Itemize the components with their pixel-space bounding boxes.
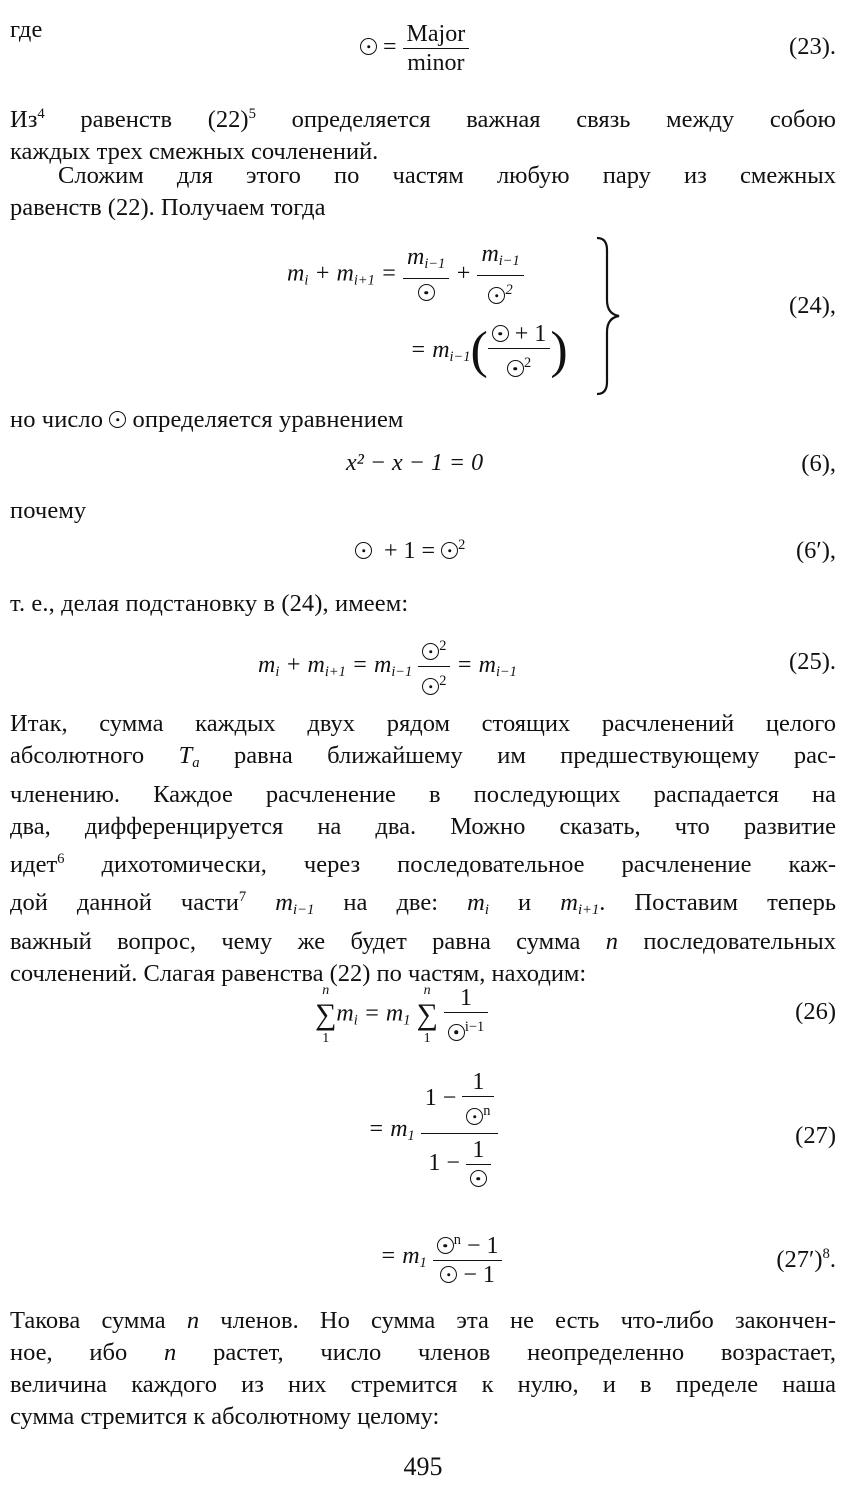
paragraph-3: Итак, сумма каждых двух рядом стоящих расчленений целого абсолютного $T_a$ равна ближайшему им предшествующему рас- членению. Каждое расчленение в последующих распадается на два, дифференцируется на два. Можно сказать, что развитие идет$^6$ дихотомически, через последовательное расчленение каж- дой данной части$^7$ $m_{i-1}$ на две: $m_i$ и $m_{i+1}$. Поставим теперь важный вопрос, чему же будет равна сумма n последовательных сочленений. Слагая равенства (22) по частям, находим: xyxy=(10,710,837,987)
right-brace xyxy=(595,236,625,396)
odot-symbol xyxy=(360,38,377,55)
page-number: 495 xyxy=(403,1452,443,1481)
equation-24-line2: = $m_{i-1}$( $\frac{+ 1}{^2}$ ) xyxy=(410,321,568,380)
paragraph-4: Такова сумма n членов. Но сумма эта не есть что-либо закончен- ное, ибо n растет, число членов неопределенно возрастает, величина каждого из них стремится к нулю, и в пределе наша сумма стремится к абсолютному целому: xyxy=(10,1307,837,1430)
eq-number-25: (25). xyxy=(789,648,836,675)
line-te: т. е., делая подстановку в (24), имеем: xyxy=(10,590,409,617)
equation-25: $m_i + m_{i+1} = m_{i-1}$ $\frac{^2}{^2}$ = $m_{i-1}$ xyxy=(258,632,517,701)
eq-number-6-prime: (6′), xyxy=(795,537,836,564)
eq-number-27: (27) xyxy=(795,1122,836,1149)
eq-number-23: (23). xyxy=(789,33,836,60)
eq-number-6: (6), xyxy=(801,450,836,477)
equation-6: x² − x − 1 = 0 xyxy=(346,450,484,476)
word-pochemu: почему xyxy=(10,497,87,524)
equation-27-prime: = $m_1$ $\frac{^n - 1}{- 1}$ xyxy=(380,1226,502,1289)
paragraph-1: $Из^4$ равенств $(22)^5$ определяется важная связь между собою каждых трех смежных сочленений. xyxy=(10,106,836,165)
equation-6-prime: + 1 = $^2$ xyxy=(355,537,465,565)
eq-number-26: (26) xyxy=(795,998,836,1025)
word-gde: где xyxy=(10,16,43,43)
eq-number-24: (24), xyxy=(789,292,836,319)
eq-number-27-prime: $(27')^8$. xyxy=(776,1246,836,1273)
equation-27: = $m_1$ 1 − $\frac{1}{^n}$ 1 − 1 xyxy=(368,1068,498,1193)
paragraph-2: Сложим для этого по частям любую пару из смежных равенств (22). Получаем тогда xyxy=(10,162,836,221)
equation-24-line1: $m_i + m_{i+1}$ = $m_{i-1}$ + $\frac{m_{i-1}}{^2}$ xyxy=(287,240,524,310)
line-no-chislo: но число определяется уравнением xyxy=(10,406,404,433)
equation-26: n ∑ 1 $m_i = m_1$ n ∑ 1 $\frac{1}{^{i-1}}$ xyxy=(315,982,488,1048)
equation-23: = $\frac{\text{Major}}{\text{minor}}$ xyxy=(360,20,469,77)
